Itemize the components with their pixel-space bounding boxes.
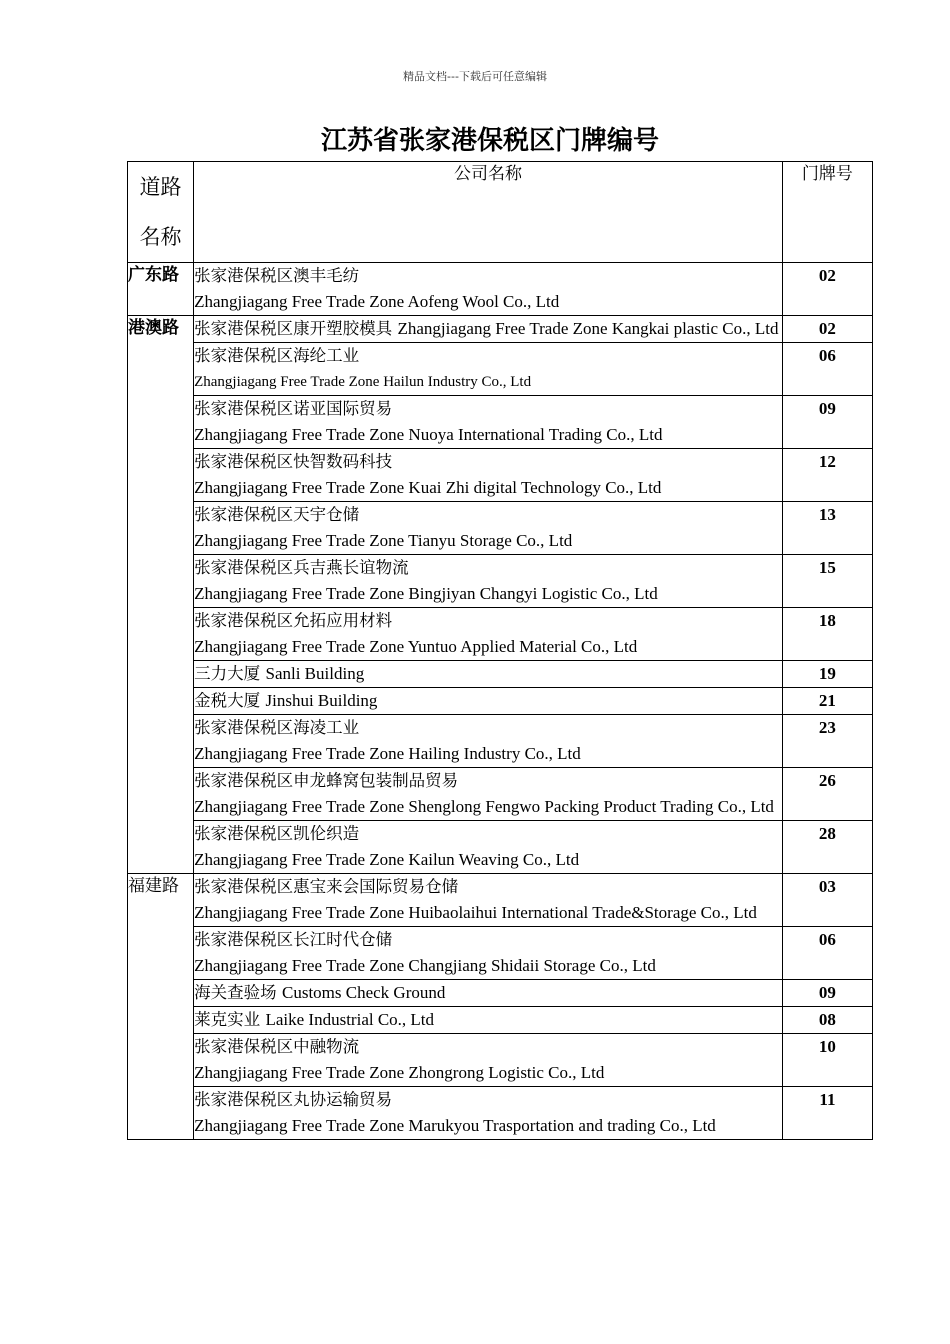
table-row <box>128 608 873 661</box>
company-name-cell <box>194 555 783 608</box>
company-name-en: Zhangjiagang Free Trade Zone Huibaolaihui International Trade&Storage Co., Ltd <box>194 903 757 922</box>
company-name-en: Zhangjiagang Free Trade Zone Kuai Zhi digital Technology Co., Ltd <box>194 478 662 497</box>
table-row <box>128 555 873 608</box>
table-row <box>128 1087 873 1140</box>
header-note: 精品文档---下载后可任意编辑 <box>403 70 547 83</box>
door-number-cell: 10 <box>782 1034 872 1087</box>
door-number-cell: 02 <box>782 263 872 316</box>
company-name-cell <box>194 449 783 502</box>
header-road-line1: 道路 <box>139 175 182 199</box>
company-name-cell <box>194 316 783 343</box>
table-row <box>128 449 873 502</box>
company-name-cell <box>194 688 783 715</box>
company-name-en: Zhangjiagang Free Trade Zone Changjiang Shidaii Storage Co., Ltd <box>194 956 656 975</box>
table-header-row <box>128 162 873 263</box>
company-name-en: Zhangjiagang Free Trade Zone Kangkai plastic Co., Ltd <box>397 319 779 338</box>
company-name-cn: 张家港保税区凯伦织造 <box>194 824 360 843</box>
door-number-cell: 02 <box>782 316 872 343</box>
company-name-cn: 海关查验场 <box>194 983 277 1002</box>
door-number-cell: 18 <box>782 608 872 661</box>
table-row <box>128 396 873 449</box>
door-number-cell: 28 <box>782 821 872 874</box>
company-name-en: Zhangjiagang Free Trade Zone Nuoya International Trading Co., Ltd <box>194 425 663 444</box>
company-name-cn: 张家港保税区诺亚国际贸易 <box>194 399 393 418</box>
company-name-cn: 张家港保税区申龙蜂窝包装制品贸易 <box>194 771 459 790</box>
table-row <box>128 688 873 715</box>
door-number-cell: 12 <box>782 449 872 502</box>
door-number-cell: 26 <box>782 768 872 821</box>
company-name-cn: 三力大厦 <box>194 664 261 683</box>
door-number-cell: 03 <box>782 874 872 927</box>
company-name-cell <box>194 1087 783 1140</box>
company-name-cn: 金税大厦 <box>194 691 261 710</box>
company-name-cn: 张家港保税区允拓应用材料 <box>194 611 393 630</box>
road-name-cell: 福建路 <box>128 874 194 1140</box>
company-name-cell <box>194 715 783 768</box>
company-name-cell <box>194 927 783 980</box>
company-name-cell <box>194 768 783 821</box>
door-number-cell: 23 <box>782 715 872 768</box>
company-name-cell <box>194 396 783 449</box>
company-name-cn: 张家港保税区快智数码科技 <box>194 452 393 471</box>
company-name-cn: 张家港保税区中融物流 <box>194 1037 360 1056</box>
table-row <box>128 1007 873 1034</box>
company-name-en: Zhangjiagang Free Trade Zone Hailing Industry Co., Ltd <box>194 744 581 763</box>
document-title: 江苏省张家港保税区门牌编号 <box>320 126 659 156</box>
table-row <box>128 715 873 768</box>
door-number-cell: 15 <box>782 555 872 608</box>
company-name-en: Customs Check Ground <box>281 983 446 1002</box>
table-row <box>128 821 873 874</box>
door-number-cell: 13 <box>782 502 872 555</box>
company-name-cn: 张家港保税区康开塑胶模具 <box>194 319 393 338</box>
company-name-cell <box>194 874 783 927</box>
company-name-cell <box>194 502 783 555</box>
company-name-cell <box>194 980 783 1007</box>
table-body <box>128 162 873 1140</box>
company-name-cell <box>194 1007 783 1034</box>
table-row <box>128 316 873 343</box>
company-name-cell <box>194 1034 783 1087</box>
company-name-cell <box>194 608 783 661</box>
company-name-en: Zhangjiagang Free Trade Zone Aofeng Wool Co., Ltd <box>194 292 560 311</box>
road-name-cell: 广东路 <box>128 263 194 316</box>
company-name-cell <box>194 343 783 396</box>
company-name-cell <box>194 821 783 874</box>
door-number-cell: 09 <box>782 980 872 1007</box>
door-number-cell: 21 <box>782 688 872 715</box>
table-row <box>128 927 873 980</box>
door-number-cell: 06 <box>782 343 872 396</box>
company-name-cn: 张家港保税区长江时代仓储 <box>194 930 393 949</box>
company-name-cell <box>194 661 783 688</box>
header-company: 公司名称 <box>194 162 783 263</box>
table-row <box>128 263 873 316</box>
company-name-en: Zhangjiagang Free Trade Zone Kailun Weaving Co., Ltd <box>194 850 580 869</box>
table-row <box>128 874 873 927</box>
company-name-en: Zhangjiagang Free Trade Zone Tianyu Storage Co., Ltd <box>194 531 573 550</box>
table-row <box>128 980 873 1007</box>
company-name-en: Sanli Building <box>265 664 365 683</box>
door-plate-table <box>127 161 873 1140</box>
company-name-cn: 张家港保税区海纶工业 <box>194 346 360 365</box>
company-name-cn: 张家港保税区兵吉燕长谊物流 <box>194 558 409 577</box>
company-name-en: Zhangjiagang Free Trade Zone Yuntuo Applied Material Co., Ltd <box>194 637 638 656</box>
door-number-cell: 11 <box>782 1087 872 1140</box>
company-name-en: Zhangjiagang Free Trade Zone Hailun Industry Co., Ltd <box>194 374 532 390</box>
road-name-cell: 港澳路 <box>128 316 194 874</box>
company-name-en: Zhangjiagang Free Trade Zone Marukyou Trasportation and trading Co., Ltd <box>194 1116 716 1135</box>
table-row <box>128 768 873 821</box>
company-name-en: Zhangjiagang Free Trade Zone Zhongrong Logistic Co., Ltd <box>194 1063 605 1082</box>
table-row <box>128 1034 873 1087</box>
door-number-cell: 06 <box>782 927 872 980</box>
company-name-en: Jinshui Building <box>265 691 378 710</box>
company-name-cn: 莱克实业 <box>194 1010 261 1029</box>
door-number-cell: 08 <box>782 1007 872 1034</box>
door-number-cell: 09 <box>782 396 872 449</box>
company-name-en: Zhangjiagang Free Trade Zone Shenglong Fengwo Packing Product Trading Co., Ltd <box>194 797 774 816</box>
company-name-en: Zhangjiagang Free Trade Zone Bingjiyan Changyi Logistic Co., Ltd <box>194 584 658 603</box>
table-row <box>128 661 873 688</box>
door-number-cell: 19 <box>782 661 872 688</box>
company-name-cell <box>194 263 783 316</box>
company-name-en: Laike Industrial Co., Ltd <box>265 1010 435 1029</box>
company-name-cn: 张家港保税区天宇仓储 <box>194 505 360 524</box>
company-name-cn: 张家港保税区海凌工业 <box>194 718 360 737</box>
header-number: 门牌号 <box>782 162 872 263</box>
table-row <box>128 502 873 555</box>
table-row <box>128 343 873 396</box>
company-name-cn: 张家港保税区丸协运输贸易 <box>194 1090 393 1109</box>
header-road-line2: 名称 <box>139 225 182 249</box>
company-name-cn: 张家港保税区澳丰毛纺 <box>194 266 360 285</box>
company-name-cn: 张家港保税区惠宝来会国际贸易仓储 <box>194 877 459 896</box>
header-road <box>128 162 194 263</box>
